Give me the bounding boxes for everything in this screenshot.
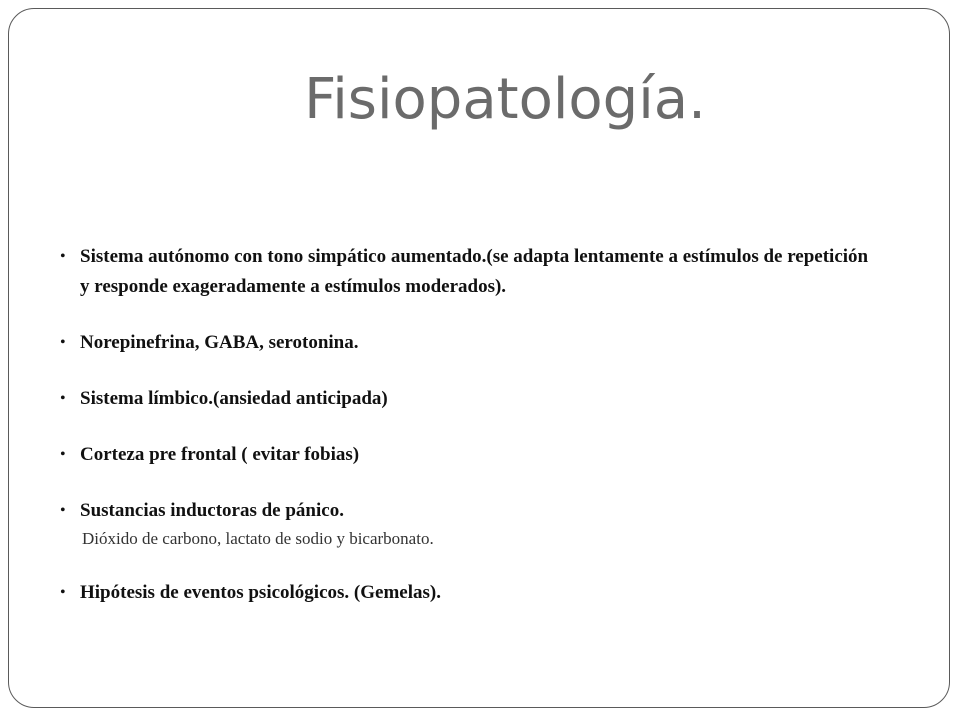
bullet-icon: • <box>60 584 66 601</box>
bullet-item <box>60 440 880 470</box>
bullet-item <box>60 328 880 358</box>
bullet-icon: • <box>60 502 66 519</box>
bullet-text: Sistema límbico.(ansiedad anticipada) <box>80 388 388 409</box>
bullet-icon: • <box>60 390 66 407</box>
bullet-text: Hipótesis de eventos psicológicos. (Gemelas). <box>80 582 441 603</box>
bullet-item <box>60 496 880 526</box>
bullet-text: Sustancias inductoras de pánico. <box>80 500 344 521</box>
bullet-list <box>60 242 880 608</box>
bullet-icon: • <box>60 334 66 351</box>
bullet-text: Sistema autónomo con tono simpático aumentado.(se adapta lentamente a estímulos de repetición y responde exageradamente a estímulos moderados). <box>80 246 869 297</box>
bullet-item <box>60 578 880 608</box>
bullet-text: Norepinefrina, GABA, serotonina. <box>80 332 359 353</box>
bullet-item <box>60 242 880 302</box>
bullet-text: Corteza pre frontal ( evitar fobias) <box>80 444 360 465</box>
bullet-subtext: Dióxido de carbono, lactato de sodio y bicarbonato. <box>82 529 434 548</box>
bullet-icon: • <box>60 446 66 463</box>
bullet-icon: • <box>60 248 66 265</box>
bullet-item <box>60 384 880 414</box>
slide-title: Fisiopatología. <box>304 67 706 132</box>
